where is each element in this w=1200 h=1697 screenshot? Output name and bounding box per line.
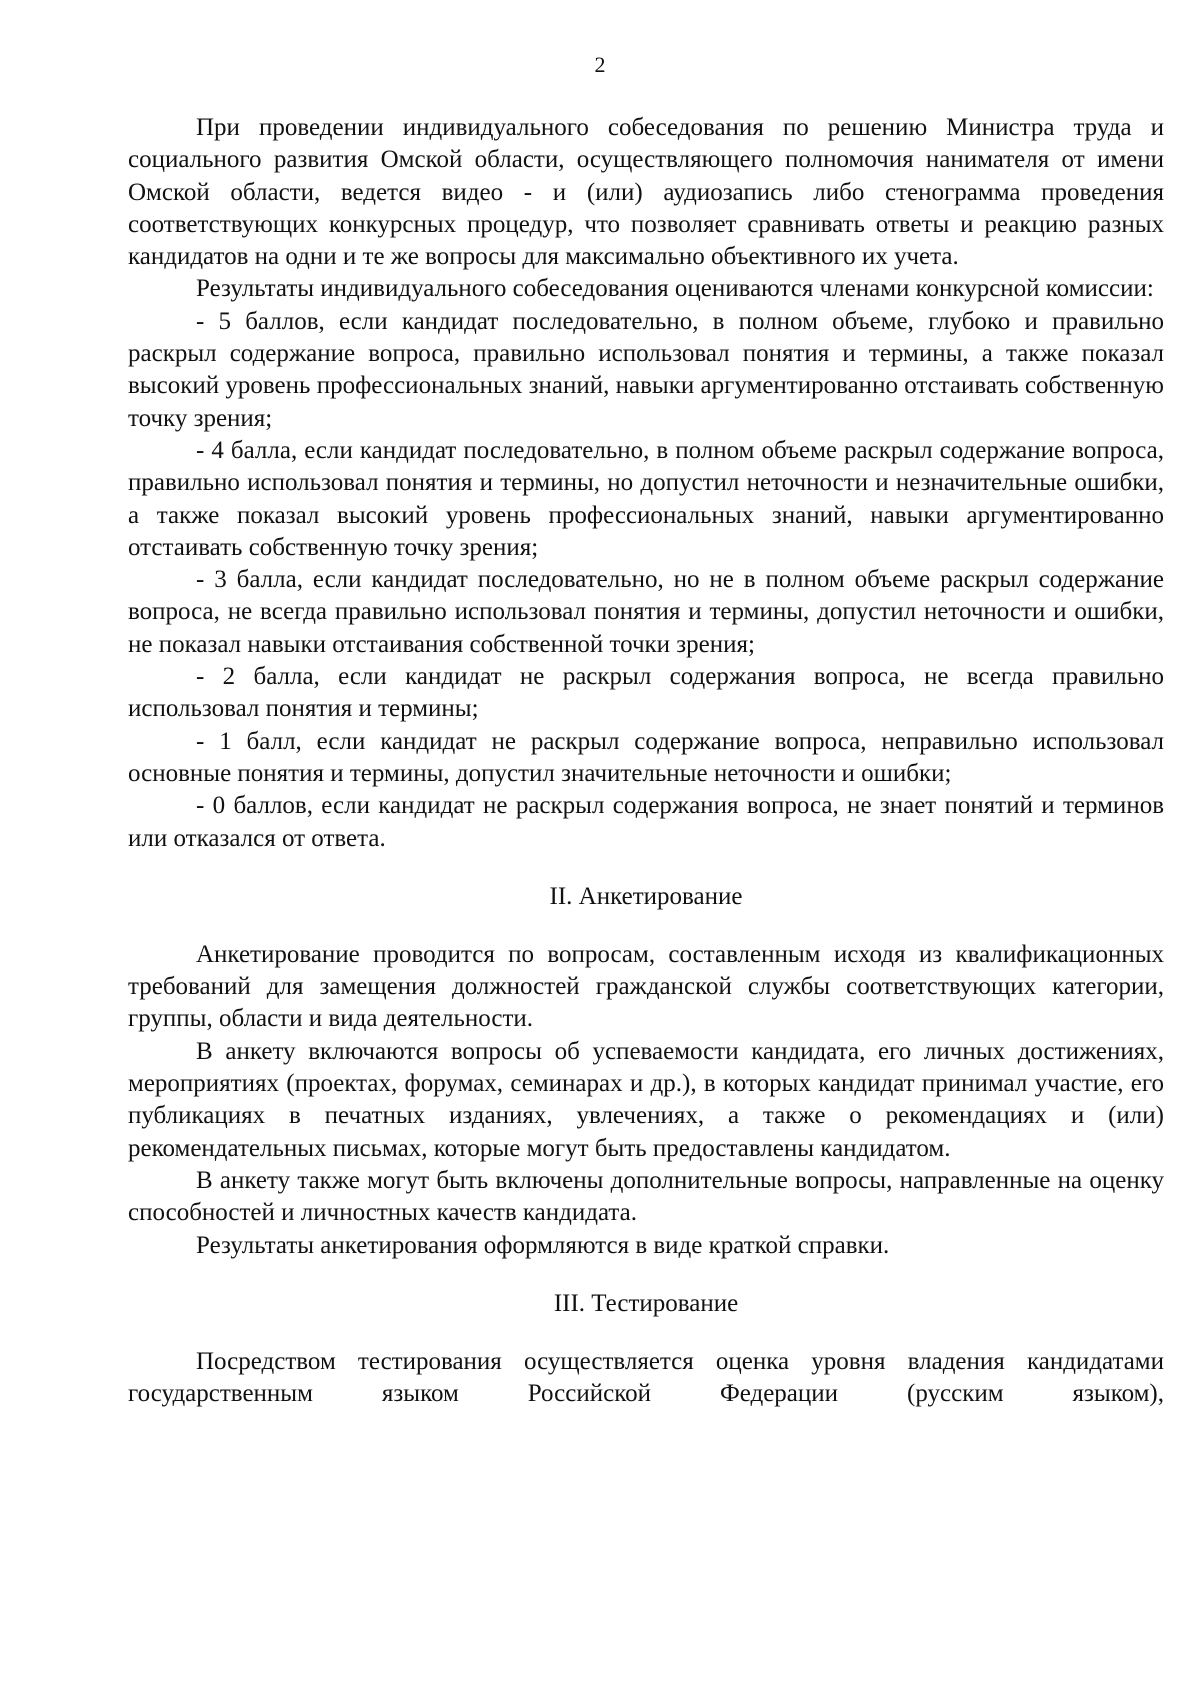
paragraph-questionnaire-results: Результаты анкетирования оформляются в виде краткой справки. — [196, 1231, 890, 1259]
section-heading-questionnaire: II. Анкетирование — [549, 882, 743, 910]
score-item-5: - 5 баллов, если кандидат последовательно, в полном объеме, глубоко и правильно раскрыл содержание вопроса, правильно использовал понятия и термины, а также показал высокий уровень профессиональных знаний, навыки аргументированно отстаивать собственную точку зрения; — [128, 307, 1164, 432]
paragraph-questionnaire-basis: Анкетирование проводится по вопросам, составленным исходя из квалификационных требований для замещения должностей гражданской службы соответствующих категории, группы, области и вида деятельности. — [128, 940, 1164, 1033]
paragraph-interview-recording: При проведении индивидуального собеседования по решению Министра труда и социального развития Омской области, осуществляющего полномочия нанимателя от имени Омской области, ведется видео - и (или) аудиозапись либо стенограмма проведения соответствующих конкурсных процедур, что позволяет сравнивать ответы и реакцию разных кандидатов на одни и те же вопросы для максимально объективного их учета. — [128, 114, 1164, 271]
page-number: 2 — [594, 52, 606, 77]
score-item-1: - 1 балл, если кандидат не раскрыл содержание вопроса, неправильно использовал основные понятия и термины, допустил значительные неточности и ошибки; — [128, 727, 1164, 787]
score-item-3: - 3 балла, если кандидат последовательно, но не в полном объеме раскрыл содержание вопроса, не всегда правильно использовал понятия и термины, допустил неточности и ошибки, не показал навыки отстаивания собственной точки зрения; — [128, 566, 1164, 658]
paragraph-questionnaire-contents: В анкету включаются вопросы об успеваемости кандидата, его личных достижениях, мероприятиях (проектах, форумах, семинарах и др.), в которых кандидат принимал участие, его публикациях в печатных изданиях, увлечениях, а также о рекомендациях и (или) рекомендательных письмах, которые могут быть предоставлены кандидатом. — [128, 1037, 1164, 1162]
document-body — [128, 112, 1164, 1410]
paragraph-questionnaire-additional: В анкету также могут быть включены дополнительные вопросы, направленные на оценку способностей и личностных качеств кандидата. — [128, 1166, 1164, 1227]
section-heading-testing: III. Тестирование — [553, 1289, 739, 1317]
score-item-2: - 2 балла, если кандидат не раскрыл содержания вопроса, не всегда правильно использовал понятия и термины; — [128, 663, 1164, 723]
paragraph-interview-results: Результаты индивидуального собеседования оцениваются членами конкурсной комиссии: — [196, 275, 1154, 303]
score-item-0: - 0 баллов, если кандидат не раскрыл содержания вопроса, не знает понятий и терминов или отказался от ответа. — [128, 792, 1164, 852]
score-item-4: - 4 балла, если кандидат последовательно, в полном объеме раскрыл содержание вопроса, правильно использовал понятия и термины, но допустил неточности и незначительные ошибки, а также показал высокий уровень профессиональных знаний, навыки аргументированно отстаивать собственную точку зрения; — [128, 436, 1164, 561]
paragraph-testing-intro: Посредством тестирования осуществляется оценка уровня владения кандидатами государственным языком Российской Федерации (русским языком), — [128, 1347, 1164, 1408]
